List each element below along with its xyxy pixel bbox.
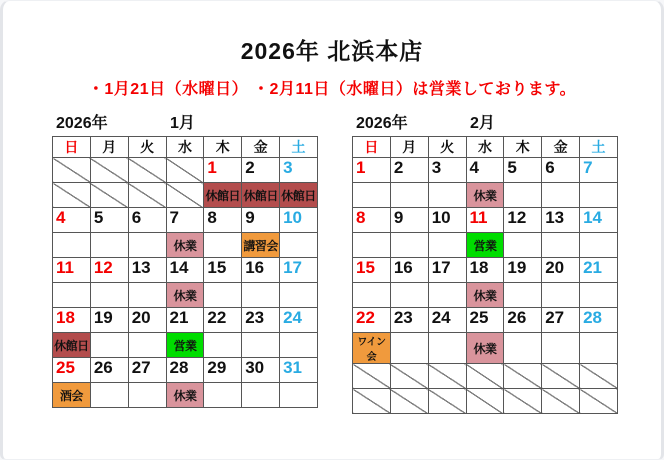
day-cell: 8	[353, 208, 391, 233]
note-cell	[204, 333, 242, 358]
day-cell: 18	[466, 258, 504, 283]
day-cell: 4	[466, 158, 504, 183]
day-cell: 19	[504, 258, 542, 283]
january-year-label: 2026年	[56, 115, 108, 132]
note-cell	[353, 233, 391, 258]
calendar-february	[352, 110, 618, 414]
note-cell	[580, 233, 618, 258]
closed-hall-note: 休館日	[53, 333, 91, 358]
note-cell	[353, 283, 391, 308]
empty-note-cell	[580, 389, 618, 414]
day-cell: 7	[166, 208, 204, 233]
note-cell	[204, 233, 242, 258]
day-header-cell-6: 土	[580, 137, 618, 158]
empty-note-cell	[353, 389, 391, 414]
day-header-cell-1: 月	[390, 137, 428, 158]
day-cell: 8	[204, 208, 242, 233]
note-cell	[280, 333, 318, 358]
empty-day-cell	[580, 364, 618, 389]
day-header-cell-5: 金	[242, 137, 280, 158]
day-header-cell-3: 水	[166, 137, 204, 158]
week-4-number-row	[53, 308, 318, 333]
day-cell: 2	[390, 158, 428, 183]
day-cell: 6	[542, 158, 580, 183]
calendar-january-header	[52, 110, 318, 134]
day-cell: 11	[53, 258, 91, 283]
day-cell: 25	[53, 358, 91, 383]
empty-day-cell	[90, 158, 128, 183]
week-3-number-row	[353, 258, 618, 283]
calendar-february-header	[352, 110, 618, 134]
empty-note-cell	[90, 183, 128, 208]
day-cell: 12	[504, 208, 542, 233]
note-cell	[353, 183, 391, 208]
empty-note-cell	[53, 183, 91, 208]
day-cell: 24	[280, 308, 318, 333]
day-cell: 20	[128, 308, 166, 333]
note-cell	[128, 283, 166, 308]
day-cell: 27	[128, 358, 166, 383]
day-header-cell-2: 火	[428, 137, 466, 158]
closed-note: 休業	[466, 283, 504, 308]
note-cell	[53, 233, 91, 258]
day-header-row	[53, 137, 318, 158]
closed-note: 休業	[466, 333, 504, 364]
closed-note: 休業	[166, 383, 204, 408]
empty-note-cell	[466, 389, 504, 414]
week-3-note-row	[53, 283, 318, 308]
day-cell: 25	[466, 308, 504, 333]
week-1-note-row	[353, 183, 618, 208]
note-cell	[128, 233, 166, 258]
day-cell: 10	[428, 208, 466, 233]
day-cell: 1	[353, 158, 391, 183]
note-cell	[128, 383, 166, 408]
calendar-january-table	[52, 136, 318, 408]
empty-day-cell	[53, 158, 91, 183]
note-cell	[542, 233, 580, 258]
note-cell	[53, 283, 91, 308]
day-cell: 29	[204, 358, 242, 383]
day-cell: 22	[204, 308, 242, 333]
day-cell: 17	[280, 258, 318, 283]
wine-party-note: ワイン会	[353, 333, 391, 364]
week-1-number-row	[53, 158, 318, 183]
day-cell: 22	[353, 308, 391, 333]
closed-note: 休業	[166, 233, 204, 258]
week-5-number-row	[53, 358, 318, 383]
day-header-cell-6: 土	[280, 137, 318, 158]
note-cell	[90, 233, 128, 258]
week-3-note-row	[353, 283, 618, 308]
day-cell: 30	[242, 358, 280, 383]
february-year-label: 2026年	[356, 115, 408, 132]
day-header-cell-0: 日	[353, 137, 391, 158]
day-cell: 14	[166, 258, 204, 283]
day-cell: 20	[542, 258, 580, 283]
note-cell	[542, 333, 580, 364]
day-cell: 15	[353, 258, 391, 283]
day-cell: 9	[390, 208, 428, 233]
day-cell: 6	[128, 208, 166, 233]
open-note: 営業	[166, 333, 204, 358]
page-title: 2026年 北浜本店	[240, 38, 424, 64]
day-cell: 5	[90, 208, 128, 233]
day-cell: 26	[504, 308, 542, 333]
day-cell: 23	[242, 308, 280, 333]
february-month-label: 2月	[470, 115, 495, 132]
closed-hall-note: 休館日	[204, 183, 242, 208]
empty-day-cell	[128, 158, 166, 183]
day-cell: 21	[580, 258, 618, 283]
day-cell: 3	[428, 158, 466, 183]
week-2-number-row	[353, 208, 618, 233]
note-cell	[128, 333, 166, 358]
week-3-number-row	[53, 258, 318, 283]
day-cell: 23	[390, 308, 428, 333]
week-4-note-row	[353, 333, 618, 364]
open-note: 営業	[466, 233, 504, 258]
note-cell	[242, 383, 280, 408]
empty-day-cell	[428, 364, 466, 389]
day-cell: 19	[90, 308, 128, 333]
week-5-note-row	[353, 389, 618, 414]
day-cell: 10	[280, 208, 318, 233]
day-cell: 13	[128, 258, 166, 283]
empty-note-cell	[128, 183, 166, 208]
empty-day-cell	[542, 364, 580, 389]
note-cell	[580, 283, 618, 308]
week-1-note-row	[53, 183, 318, 208]
empty-day-cell	[390, 364, 428, 389]
day-header-cell-4: 木	[204, 137, 242, 158]
empty-day-cell	[166, 158, 204, 183]
note-cell	[504, 333, 542, 364]
day-cell: 17	[428, 258, 466, 283]
note-cell	[504, 233, 542, 258]
empty-note-cell	[428, 389, 466, 414]
day-header-cell-2: 火	[128, 137, 166, 158]
empty-day-cell	[466, 364, 504, 389]
note-cell	[204, 283, 242, 308]
day-cell: 4	[53, 208, 91, 233]
day-cell: 21	[166, 308, 204, 333]
week-5-number-row	[353, 364, 618, 389]
note-cell	[280, 383, 318, 408]
note-cell	[390, 233, 428, 258]
day-cell: 26	[90, 358, 128, 383]
note-cell	[242, 333, 280, 358]
notice-text: ・1月21日（水曜日） ・2月11日（水曜日）は営業しております。	[87, 81, 577, 98]
day-header-cell-5: 金	[542, 137, 580, 158]
week-5-note-row	[53, 383, 318, 408]
note-cell	[504, 283, 542, 308]
day-cell: 27	[542, 308, 580, 333]
day-cell: 18	[53, 308, 91, 333]
calendar-january	[52, 110, 318, 408]
week-4-note-row	[53, 333, 318, 358]
note-cell	[580, 333, 618, 364]
week-2-note-row	[353, 233, 618, 258]
day-cell: 13	[542, 208, 580, 233]
day-cell: 9	[242, 208, 280, 233]
day-header-cell-4: 木	[504, 137, 542, 158]
january-month-label: 1月	[170, 115, 195, 132]
day-cell: 24	[428, 308, 466, 333]
day-cell: 31	[280, 358, 318, 383]
day-cell: 11	[466, 208, 504, 233]
seminar-note: 講習会	[242, 233, 280, 258]
empty-note-cell	[390, 389, 428, 414]
note-cell	[428, 283, 466, 308]
week-4-number-row	[353, 308, 618, 333]
note-cell	[90, 383, 128, 408]
note-cell	[504, 183, 542, 208]
note-cell	[242, 283, 280, 308]
day-header-cell-3: 水	[466, 137, 504, 158]
calendar-february-table	[352, 136, 618, 414]
note-cell	[580, 183, 618, 208]
sake-party-note: 酒会	[53, 383, 91, 408]
closed-hall-note: 休館日	[242, 183, 280, 208]
week-2-note-row	[53, 233, 318, 258]
day-cell: 3	[280, 158, 318, 183]
note-cell	[280, 283, 318, 308]
empty-note-cell	[504, 389, 542, 414]
note-cell	[542, 183, 580, 208]
day-cell: 15	[204, 258, 242, 283]
day-cell: 1	[204, 158, 242, 183]
day-cell: 28	[580, 308, 618, 333]
empty-day-cell	[504, 364, 542, 389]
day-cell: 12	[90, 258, 128, 283]
day-cell: 28	[166, 358, 204, 383]
empty-note-cell	[166, 183, 204, 208]
day-cell: 16	[390, 258, 428, 283]
note-cell	[390, 283, 428, 308]
day-cell: 5	[504, 158, 542, 183]
day-cell: 2	[242, 158, 280, 183]
note-cell	[204, 383, 242, 408]
empty-note-cell	[542, 389, 580, 414]
day-cell: 16	[242, 258, 280, 283]
note-cell	[390, 183, 428, 208]
note-cell	[428, 233, 466, 258]
note-cell	[428, 183, 466, 208]
closed-note: 休業	[466, 183, 504, 208]
note-cell	[542, 283, 580, 308]
day-cell: 14	[580, 208, 618, 233]
day-header-row	[353, 137, 618, 158]
week-1-number-row	[353, 158, 618, 183]
closed-note: 休業	[166, 283, 204, 308]
day-cell: 7	[580, 158, 618, 183]
day-header-cell-0: 日	[53, 137, 91, 158]
day-header-cell-1: 月	[90, 137, 128, 158]
empty-day-cell	[353, 364, 391, 389]
closed-hall-note: 休館日	[280, 183, 318, 208]
note-cell	[90, 283, 128, 308]
note-cell	[428, 333, 466, 364]
week-2-number-row	[53, 208, 318, 233]
note-cell	[390, 333, 428, 364]
note-cell	[280, 233, 318, 258]
note-cell	[90, 333, 128, 358]
